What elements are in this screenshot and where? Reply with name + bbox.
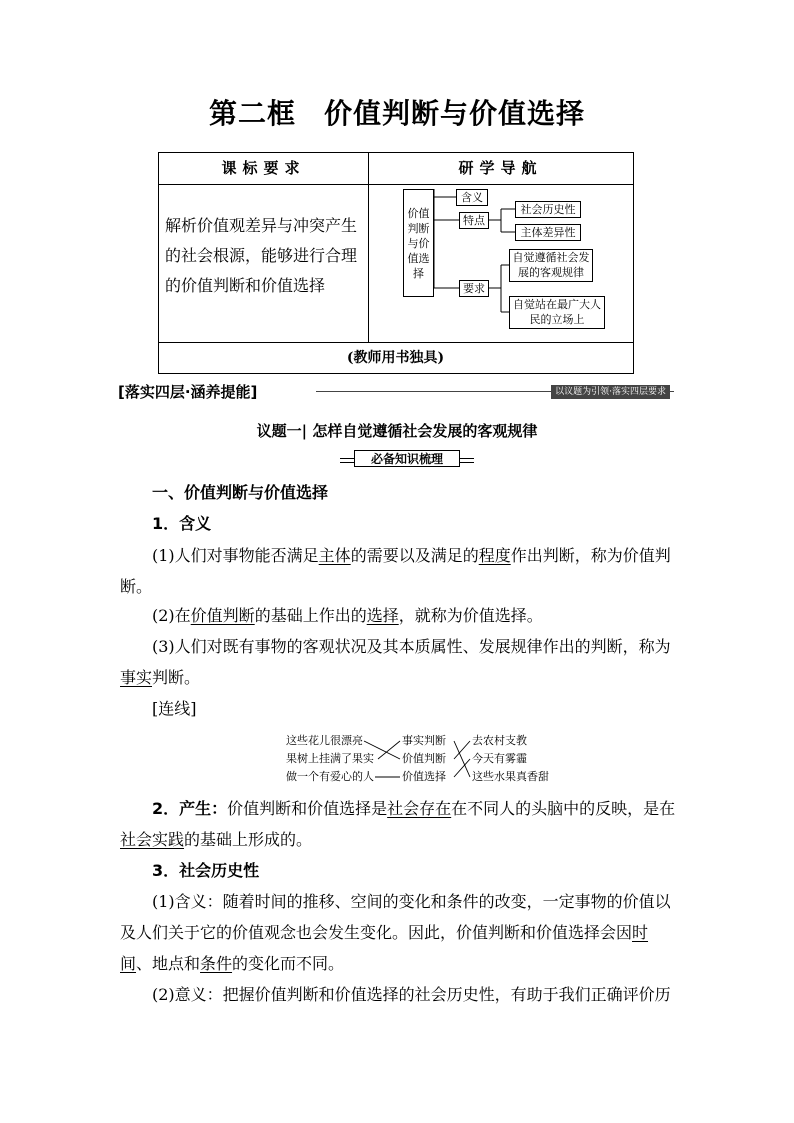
- text: 的基础上作出的: [254, 606, 367, 625]
- matching-middle-1: 事实判断: [402, 734, 446, 747]
- text: 的变化而不同。: [232, 954, 345, 973]
- topic-heading: 议题一| 怎样自觉遵循社会发展的客观规律: [256, 422, 538, 440]
- underlined-term: 社会存在: [387, 799, 452, 818]
- page-title: [0, 92, 794, 132]
- matching-left-3: 做一个有爱心的人: [286, 770, 374, 783]
- requirement-text: 解析价值观差异与冲突产生的社会根源，能够进行合理的价值判断和价值选择: [165, 216, 358, 295]
- matching-right-2: 今天有雾霾: [472, 752, 527, 765]
- knowledge-banner: [340, 450, 474, 468]
- section-label: [落实四层·涵养提能]: [118, 383, 258, 401]
- paragraph-meaning-1: [120, 540, 676, 602]
- underlined-term: 条件: [200, 954, 233, 973]
- concept-feature-item-2: 主体差异性: [515, 224, 581, 241]
- title-part-1: 第二框: [208, 97, 296, 130]
- underlined-term: 价值判断: [190, 606, 255, 625]
- underlined-term: 社会实践: [120, 830, 185, 849]
- paragraph-meaning-3: [120, 631, 676, 693]
- text: (1)人们对事物能否满足: [152, 546, 319, 565]
- concept-requirement-item-1: 自觉遵循社会发展的客观规律: [509, 249, 593, 282]
- text: 的基础上形成的。: [184, 830, 313, 849]
- teacher-note: (教师用书独具): [346, 350, 445, 366]
- concept-meaning: 含义: [456, 189, 488, 206]
- matching-left-2: 果树上挂满了果实: [286, 752, 374, 765]
- text: (3)人们对既有事物的客观状况及其本质属性、发展规律作出的判断，称为: [152, 637, 671, 656]
- underlined-term: 程度: [478, 546, 511, 565]
- matching-lines: [280, 730, 520, 790]
- section-band: [118, 382, 674, 402]
- paragraph-meaning-2: [120, 600, 676, 631]
- matching-middle-2: 价值判断: [402, 752, 446, 765]
- paragraph-social-history-2: (2)意义：把握价值判断和价值选择的社会历史性，有助于我们正确评价历: [152, 985, 671, 1004]
- header-standards: 课标要求: [221, 159, 306, 177]
- text: 在不同人的头脑中的反映，是在: [451, 799, 676, 818]
- concept-feature-item-1: 社会历史性: [515, 201, 581, 218]
- text: ，就称为价值选择。: [398, 606, 543, 625]
- concept-feature: 特点: [459, 212, 489, 229]
- matching-left-1: 这些花儿很漂亮: [286, 734, 363, 747]
- section-tag: 以议题为引领·落实四层要求: [551, 385, 670, 399]
- banner-rule-right: [460, 458, 474, 463]
- title-part-2: 价值判断与价值选择: [324, 97, 586, 130]
- standards-table: [158, 152, 634, 374]
- concept-requirement-item-2: 自觉站在最广大人民的立场上: [509, 296, 605, 329]
- underlined-term: 事实: [120, 668, 153, 687]
- text: 的需要以及满足的: [350, 546, 479, 565]
- banner-rule-left: [340, 458, 354, 463]
- text: 、地点和: [136, 954, 201, 973]
- text: 2．产生：: [152, 799, 228, 818]
- underlined-term: 时间: [120, 923, 649, 973]
- text: 作出判断，称为价值判断。: [120, 546, 671, 596]
- matching-right-1: 去农村支教: [472, 734, 527, 747]
- text: (1)含义：随着时间的推移、空间的变化和条件的改变，一定事物的价值以及人们关于它的价值观念也会发生变化。因此，价值判断和价值选择会因: [120, 892, 671, 942]
- heading-social-history: 3．社会历史性: [152, 861, 260, 880]
- text: (2)在: [152, 606, 191, 625]
- matching-right-3: 这些水果真香甜: [472, 770, 549, 783]
- header-navigation: 研学导航: [458, 159, 543, 177]
- text: 判断。: [152, 668, 201, 687]
- matching-middle-3: 价值选择: [402, 770, 446, 783]
- heading-meaning: 1．含义: [152, 514, 212, 533]
- banner-text: 必备知识梳理: [354, 450, 460, 467]
- paragraph-origin: [120, 793, 676, 855]
- heading-value-judgment: 一、价值判断与价值选择: [152, 483, 329, 502]
- link-exercise-label: [连线]: [152, 699, 197, 718]
- underlined-term: 选择: [366, 606, 399, 625]
- paragraph-social-history-1: [120, 886, 676, 979]
- text: 价值判断和价值选择是: [227, 799, 388, 818]
- concept-requirement: 要求: [459, 280, 489, 297]
- underlined-term: 主体: [318, 546, 351, 565]
- concept-root: 价值判断与价值选择: [403, 189, 434, 297]
